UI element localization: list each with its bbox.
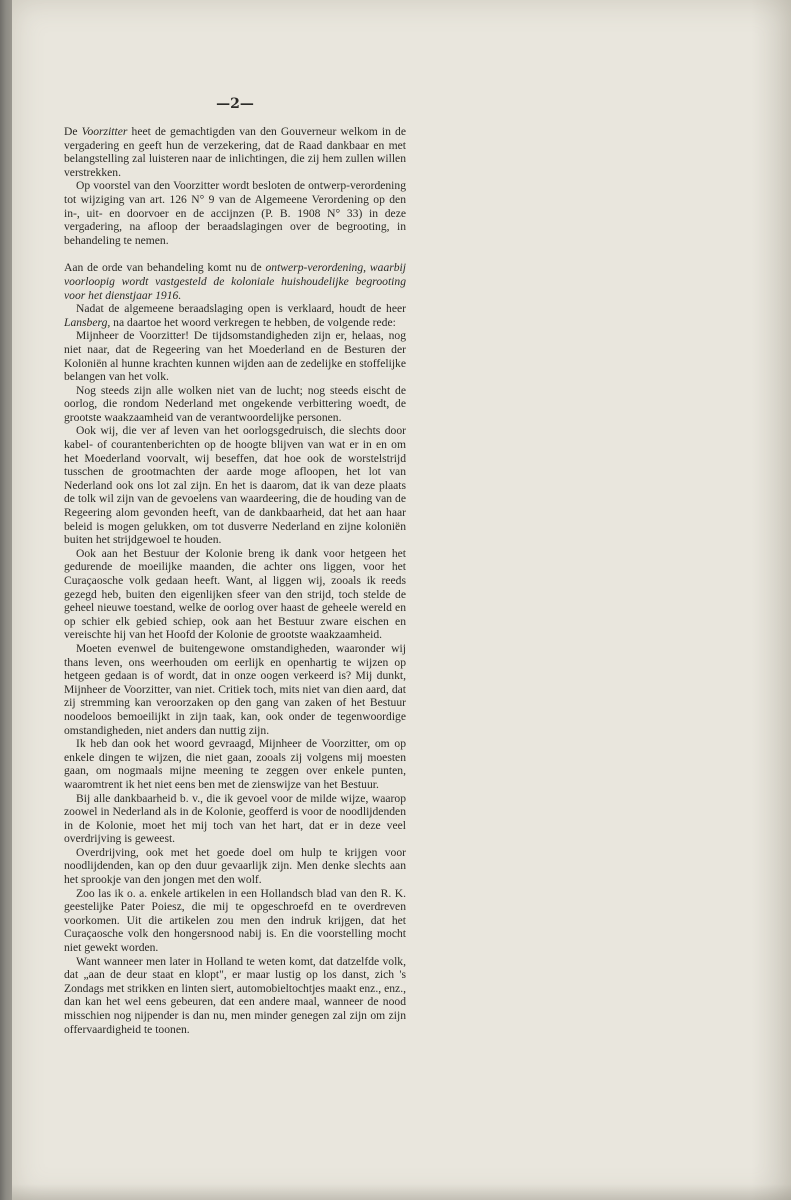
- text-run: na daartoe het woord verkregen te hebben, de volgende rede:: [110, 315, 396, 329]
- text-run: Ook wij, die ver af leven van het oorlogsgedruisch, die slechts door kabel- of courantenberichten op de hoogte blijven van wat er in en om het Moederland voorvalt, wij beseffen, dat hoe ook de worstelstrijd tusschen de grootmachten der aarde moge afloopen, het lot van Nederland ook ons lot zal zijn. En het is daarom, dat ik van deze plaats de tolk wil zijn van de gevoelens van waardeering, die de houding van de Regeering alom gevonden heeft, van de dankbaarheid, dat het aan haar beleid is mogen gelukken, om tot dusverre Nederland en zijne koloniën buiten het strijdgewoel te houden.: [64, 424, 406, 547]
- page-number: —2—: [216, 96, 254, 112]
- paragraph: [64, 642, 406, 737]
- text-run: De: [64, 125, 82, 138]
- text-run: Aan de orde van behandeling komt nu de: [64, 261, 266, 275]
- italic-run: Voorzitter: [81, 125, 128, 138]
- text-run: Moeten evenwel de buitengewone omstandigheden, waaronder wij thans leven, ons weerhouden om eerlijk en openhartig te wijzen op hetgeen gedaan is of wordt, dat in onze oogen verkeerd is? Mij dunkt, Mijnheer de Voorzitter, van niet. Critiek toch, mits niet van dien aard, dat zij stremming kan veroorzaken op den gang van zaken of het Bestuur noodeloos bemoeilijkt in zijn taak, kan, ook onder de tegenwoordige omstandigheden, niet anders dan nuttig zijn.: [64, 641, 406, 737]
- text-run: Zoo las ik o. a. enkele artikelen in een Hollandsch blad van den R. K. geestelijke Pater Poiesz, die mij te opgeschroefd en te overdreven voorkomen. Uit die artikelen zou men den indruk krijgen, dat het Curaçaosche volk den hongersnood nabij is. En die voorstelling mocht niet gewekt worden.: [64, 886, 406, 955]
- text-run: Mijnheer de Voorzitter! De tijdsomstandigheden zijn er, helaas, nog niet naar, dat de Regeering van het Moederland en de Besturen der Koloniën al hunne krachten kunnen wijden aan de zedelijke en stoffelijke belangen van het volk.: [64, 329, 406, 384]
- paragraph: [64, 846, 406, 887]
- text-run: Ik heb dan ook het woord gevraagd, Mijnheer de Voorzitter, om op enkele dingen te wijzen, die niet gaan, zooals zij volgens mij moesten gaan, om nogmaals mijne meening te zeggen over enkele punten, waaromtrent ik het niet eens ben met de zienswijze van het Bestuur.: [64, 737, 406, 791]
- paragraph: [64, 125, 406, 179]
- paragraph: [64, 737, 406, 791]
- paragraph: [64, 329, 406, 383]
- paragraph: [64, 547, 406, 642]
- paragraph: [64, 887, 406, 955]
- text-run: heet de gemachtigden van den Gouverneur welkom in de vergadering en geeft hun de verzekering, dat de Raad dankbaar en met belangstelling zal luisteren naar de inlichtingen, die zij hem zullen willen verstrekken.: [64, 125, 407, 179]
- italic-run: ontwerp-verordening, waarbij voorloopig wordt vastgesteld de koloniale huishoudelijke begrooting voor het dienstjaar 1916.: [64, 261, 406, 302]
- paragraph: [64, 302, 406, 329]
- paragraph: [64, 384, 406, 425]
- italic-run: Lansberg,: [64, 315, 111, 329]
- text-run: Bij alle dankbaarheid b. v., die ik gevoel voor de milde wijze, waarop zoowel in Nederland als in de Kolonie, geofferd is voor de noodlijdenden in de Kolonie, moet het mij toch van het hart, dat er in deze veel overdrijving is geweest.: [64, 791, 406, 846]
- text-run: Want wanneer men later in Holland te weten komt, dat datzelfde volk, dat „aan de deur staat en klopt", er maar lustig op los danst, zich 's Zondags met strikken en linten siert, automobieltochtjes maakt enz., enz., dan kan het wel eens gebeuren, dat een andere maal, wanneer de nood misschien nog nijpender is dan nu, men minder genegen zal zijn om zijn offervaardigheid te toonen.: [64, 954, 406, 1036]
- body-text-column: [64, 125, 406, 1036]
- paragraph: [64, 792, 406, 846]
- page-bottom-shadow: [12, 1184, 791, 1200]
- paragraph: [64, 179, 406, 247]
- text-run: Nog steeds zijn alle wolken niet van de lucht; nog steeds eischt de oorlog, die rondom Nederland met ongekende verbittering woedt, de grootste waakzaamheid van de verantwoordelijke personen.: [64, 383, 406, 424]
- paragraph: [64, 261, 406, 302]
- show-through-bleed: [542, 100, 782, 170]
- paragraph: [64, 955, 406, 1037]
- text-run: Nadat de algemeene beraadslaging open is verklaard, houdt de heer: [76, 302, 406, 316]
- text-run: Overdrijving, ook met het goede doel om hulp te krijgen voor noodlijdenden, kan op den duur gevaarlijk zijn. Men denke slechts aan het sprookje van den jongen met den wolf.: [64, 845, 406, 887]
- text-run: Ook aan het Bestuur der Kolonie breng ik dank voor hetgeen het gedurende de moeilijke maanden, die achter ons liggen, voor het Curaçaosche volk gedaan heeft. Want, al liggen wij, zooals ik reeds gezegd heb, buiten den eigenlijken sfeer van den strijd, toch stelde de geheel nieuwe toestand, welke de oorlog over haast de geheele wereld en op schier elk gebied schiep, ook aan het Bestuur zware eischen en vereischte hij van het Hoofd der Kolonie de grootste waakzaamheid.: [64, 546, 406, 642]
- text-run: Op voorstel van den Voorzitter wordt besloten de ontwerp-verordening tot wijziging van art. 126 N° 9 van de Algemeene Verordening op den in-, uit- en doorvoer en de accijnzen (P. B. 1908 N° 33) in deze vergadering, na afloop der beraadslagingen over de begrooting, in behandeling te nemen.: [64, 179, 406, 247]
- paragraph: [64, 424, 406, 546]
